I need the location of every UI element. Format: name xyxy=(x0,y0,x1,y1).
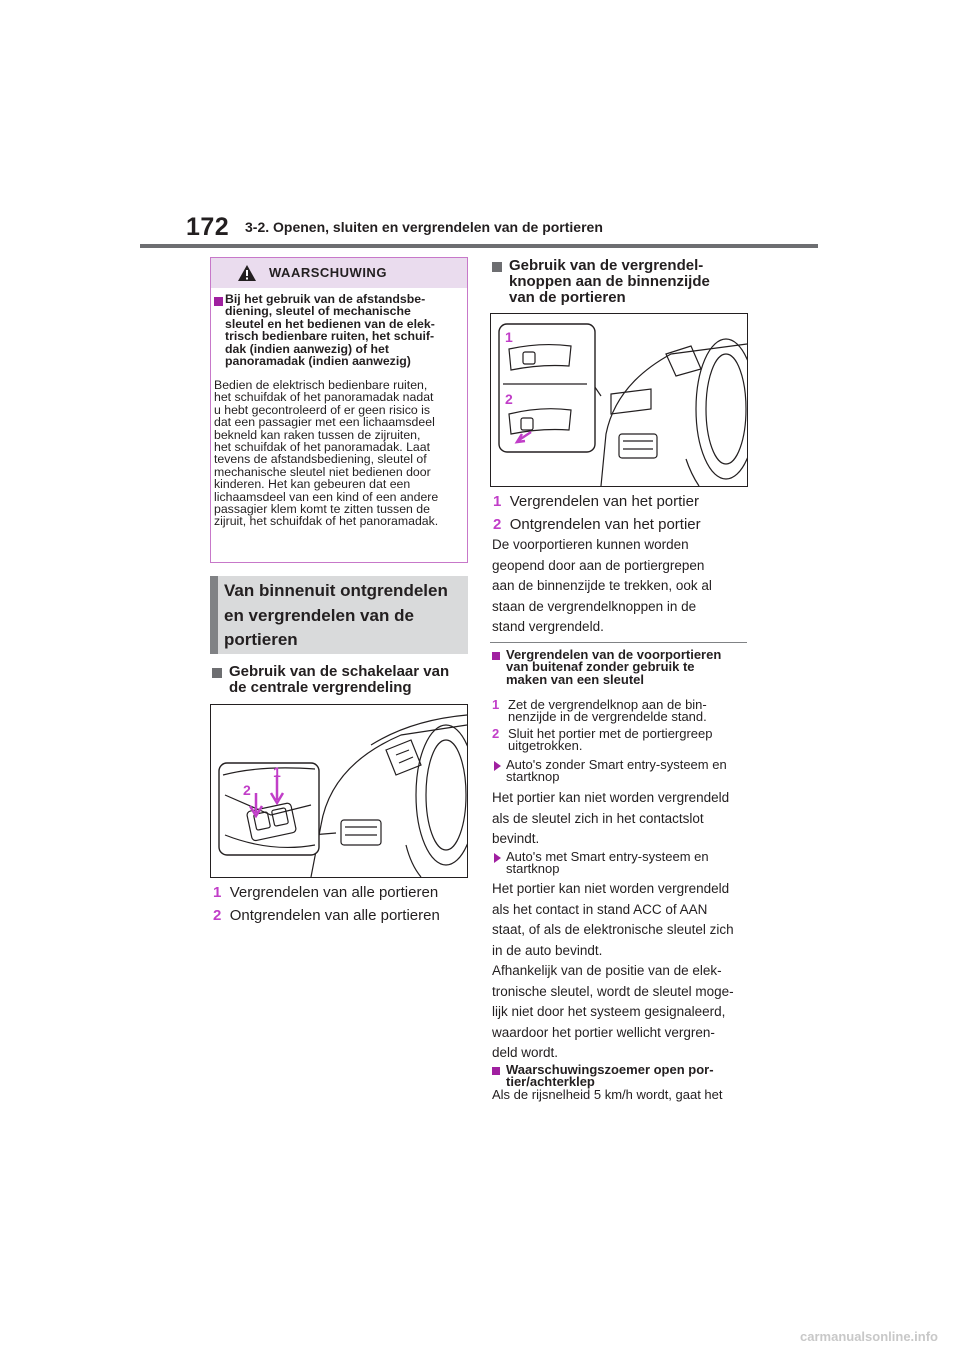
note-heading-lock-outside: Vergrendelen van de voorportieren van buitenaf zonder gebruik te maken van een sleutel xyxy=(506,647,722,687)
triangle-arrow-icon xyxy=(494,853,501,863)
chapter-title: 3-2. Openen, sluiten en vergrendelen van de portieren xyxy=(245,219,603,235)
warning-header xyxy=(211,258,467,288)
central-lock-switch-figure xyxy=(210,704,468,878)
warning-subheading: Bij het gebruik van de afstandsbe- diening, sleutel of mechanische sleutel en het bedienen van de elek- trisch bedienbare ruiten, het schuif- dak (indien aanwezig) of het panoramadak (indien aanwezig) xyxy=(225,292,435,369)
note-step-1: 1 Zet de vergrendelknop aan de bin- nenzijde in de vergrendelde stand. xyxy=(492,697,707,725)
step-lock-all: 1 Vergrendelen van alle portieren xyxy=(213,884,439,901)
figure-label: 1 xyxy=(505,329,513,345)
door-lock-illustration xyxy=(491,314,747,486)
buzzer-text: Als de rijsnelheid 5 km/h wordt, gaat het xyxy=(492,1087,723,1102)
front-doors-paragraph: De voorportieren kunnen worden geopend door aan de portiergrepen aan de binnenzijde te trekken, ook al staan de vergrendelknoppen in de stand vergrendeld. xyxy=(492,537,712,634)
note-step-2: 2 Sluit het portier met de portiergreep uitgetrokken. xyxy=(492,726,713,754)
figure-label: 1 xyxy=(273,764,281,780)
right-subheading: Gebruik van de vergrendel- knoppen aan de binnenzijde van de portieren xyxy=(509,257,710,306)
condition-smart-entry: Auto's met Smart entry-systeem en startknop xyxy=(506,849,709,877)
left-subheading: Gebruik van de schakelaar van de centrale vergrendeling xyxy=(229,663,450,696)
watermark[interactable]: carmanualsonline.info xyxy=(800,1329,938,1344)
condition-no-smart-entry-text: Het portier kan niet worden vergrendeld als de sleutel zich in het contactslot bevindt. xyxy=(492,790,730,846)
door-lock-knob-figure xyxy=(490,313,748,487)
warning-title: WAARSCHUWING xyxy=(269,265,387,280)
step-lock-door: 1 Vergrendelen van het portier xyxy=(493,493,699,510)
step-unlock-all: 2 Ontgrendelen van alle portieren xyxy=(213,907,440,924)
condition-no-smart-entry: Auto's zonder Smart entry-systeem en startknop xyxy=(506,757,727,785)
step-unlock-door: 2 Ontgrendelen van het portier xyxy=(493,516,701,533)
warning-triangle-icon xyxy=(237,264,257,282)
bullet-square-icon xyxy=(214,297,223,306)
header-rule xyxy=(140,244,818,248)
bullet-square-icon xyxy=(492,1067,500,1075)
section-title: Van binnenuit ontgrendelen en vergrendelen van de portieren xyxy=(224,581,448,649)
section-bar xyxy=(210,576,218,654)
divider xyxy=(490,642,747,643)
page-number: 172 xyxy=(186,213,230,241)
bullet-square-icon xyxy=(492,262,502,272)
section-heading xyxy=(210,576,468,654)
condition-smart-entry-text: Het portier kan niet worden vergrendeld als het contact in stand ACC of AAN staat, of als de elektronische sleutel zich in de auto bevindt. Afhankelijk van de positie van de elek- tronische sleutel, wordt de sleutel moge- lijk niet door het systeem gesignaleerd, waardoor het portier wellicht vergren- deld wordt. xyxy=(492,881,734,1060)
bullet-square-icon xyxy=(492,652,500,660)
figure-label: 2 xyxy=(243,782,251,798)
figure-label: 2 xyxy=(505,391,513,407)
buzzer-heading: Waarschuwingszoemer open por- tier/achterklep xyxy=(506,1062,714,1090)
warning-body: Bedien de elektrisch bedienbare ruiten, het schuifdak of het panoramadak nadat u hebt gecontroleerd of er geen risico is dat een passagier met een lichaamsdeel bekneld kan raken tussen de zijruiten, het schuifdak of het panoramadak. Laat tevens de afstandsbediening, sleutel of mechanische sleutel niet bedienen door kinderen. Het kan gebeuren dat een lichaamsdeel van een kind of een andere passagier klem komt te zitten tussen de zijruit, het schuifdak of het panoramadak. xyxy=(214,378,439,529)
triangle-arrow-icon xyxy=(494,761,501,771)
warning-box xyxy=(210,257,468,563)
central-lock-illustration xyxy=(211,705,467,877)
bullet-square-icon xyxy=(212,668,222,678)
